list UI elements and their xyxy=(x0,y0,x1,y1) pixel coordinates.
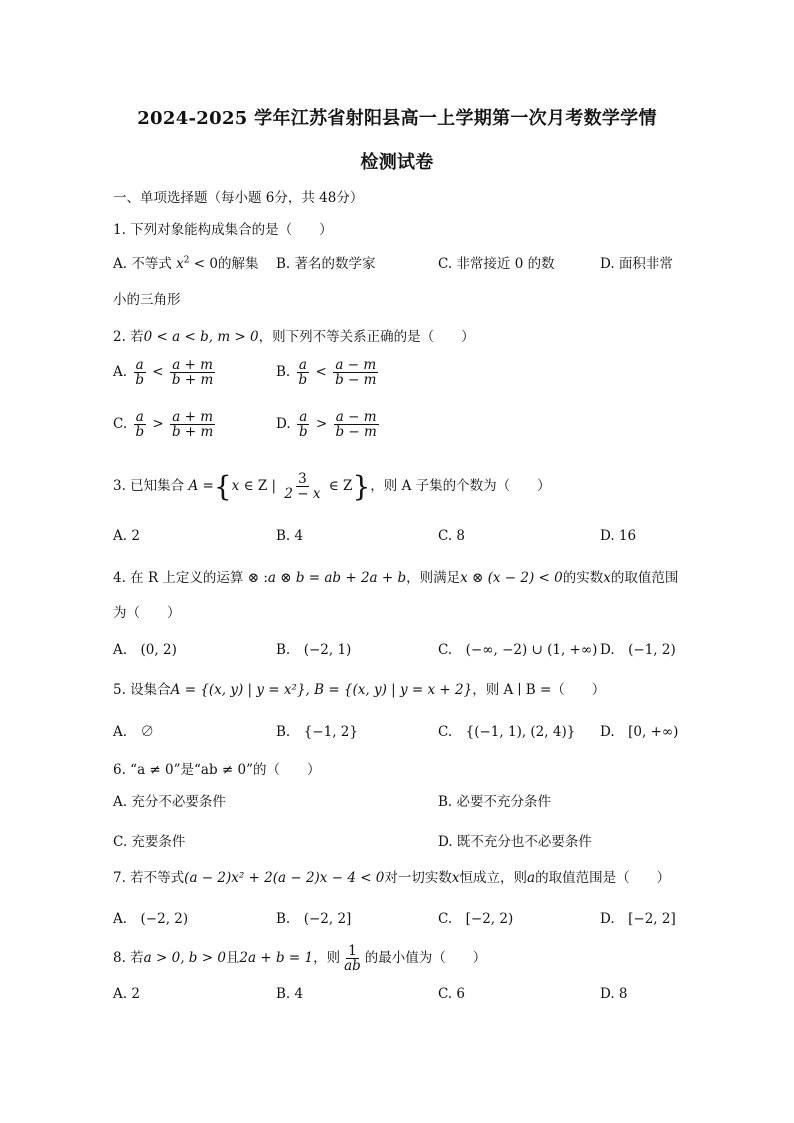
q4-option-d: D. (−1, 2) xyxy=(600,642,676,658)
q6-stem: 6. “a ≠ 0”是“ab ≠ 0”的（ ） xyxy=(113,762,321,778)
q2-option-c: C. $\frac{a}{b}$ > $\frac{a + m}{b + m}$ xyxy=(113,409,214,441)
q5-option-c: C. {(−1, 1), (2, 4)} xyxy=(438,724,576,740)
q3-option-c: C. 8 xyxy=(438,528,466,544)
q2-stem: 2. 若0 < a < b, m > 0，则下列不等关系正确的是（ ） xyxy=(113,329,475,345)
q4-stem: 4. 在 R 上定义的运算 ⊗ :a ⊗ b = ab + 2a + b，则满足x ⊗ (x − 2) < 0的实数x的取值范围 xyxy=(113,570,679,586)
q6-option-d: D. 既不充分也不必要条件 xyxy=(438,834,592,850)
q6-option-c: C. 充要条件 xyxy=(113,834,186,850)
q2-option-a: A. $\frac{a}{b}$ < $\frac{a + m}{b + m}$ xyxy=(113,357,214,389)
q1-option-a: A. 不等式 $x^2 < 0$的解集 xyxy=(113,255,259,272)
q6-option-a: A. 充分不必要条件 xyxy=(113,794,226,810)
q8-option-c: C. 6 xyxy=(438,986,466,1002)
q5-option-a: A. ∅ xyxy=(113,724,155,740)
q8-option-d: D. 8 xyxy=(600,986,628,1002)
q5-stem: 5. 设集合A = {(x, y) | y = x²}, B = {(x, y) | y = x + 2}，则 A ∣ B =（ ） xyxy=(113,682,606,698)
q2-option-b: B. $\frac{a}{b}$ < $\frac{a - m}{b - m}$ xyxy=(276,357,377,389)
q8-stem: 8. 若a > 0, b > 0且2a + b = 1，则 $\frac{1}{ab}$ 的最小值为（ ） xyxy=(113,943,487,975)
q6-option-b: B. 必要不充分条件 xyxy=(438,794,552,810)
q4-option-c: C. (−∞, −2) ∪ (1, +∞) xyxy=(438,642,598,658)
q3-option-b: B. 4 xyxy=(276,528,304,544)
q3-option-a: A. 2 xyxy=(113,528,140,544)
section-heading: 一、单项选择题（每小题 6分，共 48分） xyxy=(113,190,364,206)
q2-option-d: D. $\frac{a}{b}$ > $\frac{a - m}{b - m}$ xyxy=(276,409,377,441)
title-line-1: 2024-2025 学年江苏省射阳县高一上学期第一次月考数学学情 xyxy=(137,108,657,129)
q7-stem: 7. 若不等式(a − 2)x² + 2(a − 2)x − 4 < 0对一切实数x恒成立，则a的取值范围是（ ） xyxy=(113,870,671,886)
q8-option-a: A. 2 xyxy=(113,986,140,1002)
q3-option-d: D. 16 xyxy=(600,528,637,544)
q1-option-b: B. 著名的数学家 xyxy=(276,256,376,272)
q1-option-d-continued: 小的三角形 xyxy=(113,292,181,308)
q7-option-b: B. (−2, 2] xyxy=(276,911,352,927)
q8-option-b: B. 4 xyxy=(276,986,304,1002)
q1-option-d: D. 面积非常 xyxy=(600,256,673,272)
q5-option-d: D. [0, +∞) xyxy=(600,724,679,740)
q7-option-d: D. [−2, 2] xyxy=(600,911,676,927)
title-line-2: 检测试卷 xyxy=(360,152,434,173)
q1-stem: 1. 下列对象能构成集合的是（ ） xyxy=(113,222,333,238)
q5-option-b: B. {−1, 2} xyxy=(276,724,358,740)
q4-stem-continued: 为（ ） xyxy=(113,605,181,621)
q7-option-a: A. (−2, 2) xyxy=(113,911,189,927)
q7-option-c: C. [−2, 2) xyxy=(438,911,514,927)
q3-stem: 3. 已知集合 A ={x ∈ Z | $\frac{3}{2 - x}$ ∈ Z}，则 A 子集的个数为（ ） xyxy=(113,470,551,503)
q1-option-c: C. 非常接近 0 的数 xyxy=(438,256,555,272)
q4-option-a: A. (0, 2) xyxy=(113,642,177,658)
q4-option-b: B. (−2, 1) xyxy=(276,642,352,658)
